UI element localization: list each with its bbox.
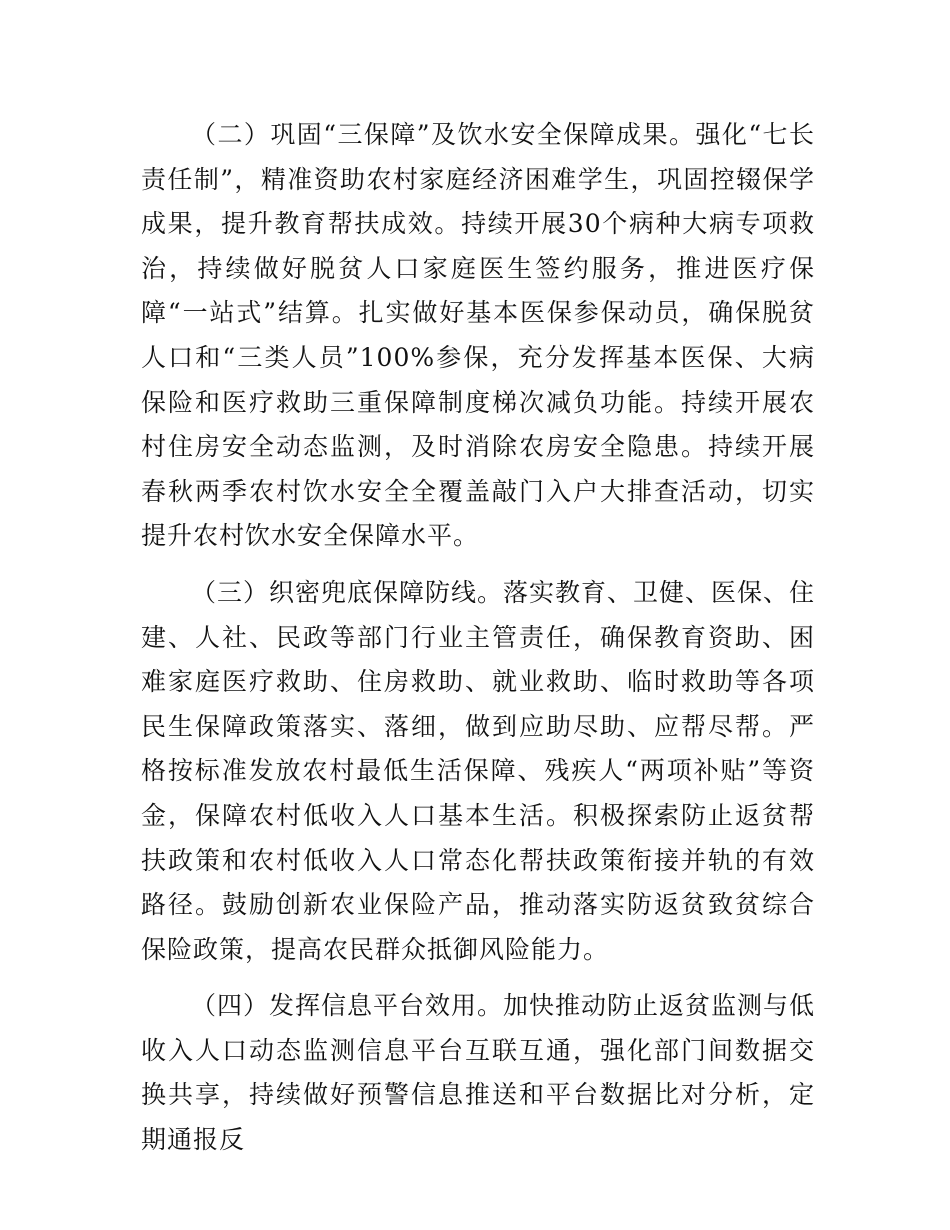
paragraph-three-guarantees: （二）巩固“三保障”及饮水安全保障成果。强化“七长责任制”，精准资助农村家庭经济困难学生，巩固控辍保学成果，提升教育帮扶成效。持续开展30个病种大病专项救治，持续做好脱贫人口家庭医生签约服务，推进医疗保障“一站式”结算。扎实做好基本医保参保动员，确保脱贫人口和“三类人员”100%参保，充分发挥基本医保、大病保险和医疗救助三重保障制度梯次减负功能。持续开展农村住房安全动态监测，及时消除农房安全隐患。持续开展春秋两季农村饮水安全全覆盖敲门入户大排查活动，切实提升农村饮水安全保障水平。 [141,120,815,551]
paragraph-safety-net: （三）织密兜底保障防线。落实教育、卫健、医保、住建、人社、民政等部门行业主管责任，确保教育资助、困难家庭医疗救助、住房救助、就业救助、临时救助等各项民生保障政策落实、落细，做到应助尽助、应帮尽帮。严格按标准发放农村最低生活保障、残疾人“两项补贴”等资金，保障农村低收入人口基本生活。积极探索防止返贫帮扶政策和农村低收入人口常态化帮扶政策衔接并轨的有效路径。鼓励创新农业保险产品，推动落实防返贫致贫综合保险政策，提高农民群众抵御风险能力。 [141,577,816,964]
document-body [141,113,815,1175]
paragraph-info-platform: （四）发挥信息平台效用。加快推动防止返贫监测与低收入人口动态监测信息平台互联互通，强化部门间数据交换共享，持续做好预警信息推送和平台数据比对分析，定期通报反 [141,991,816,1155]
